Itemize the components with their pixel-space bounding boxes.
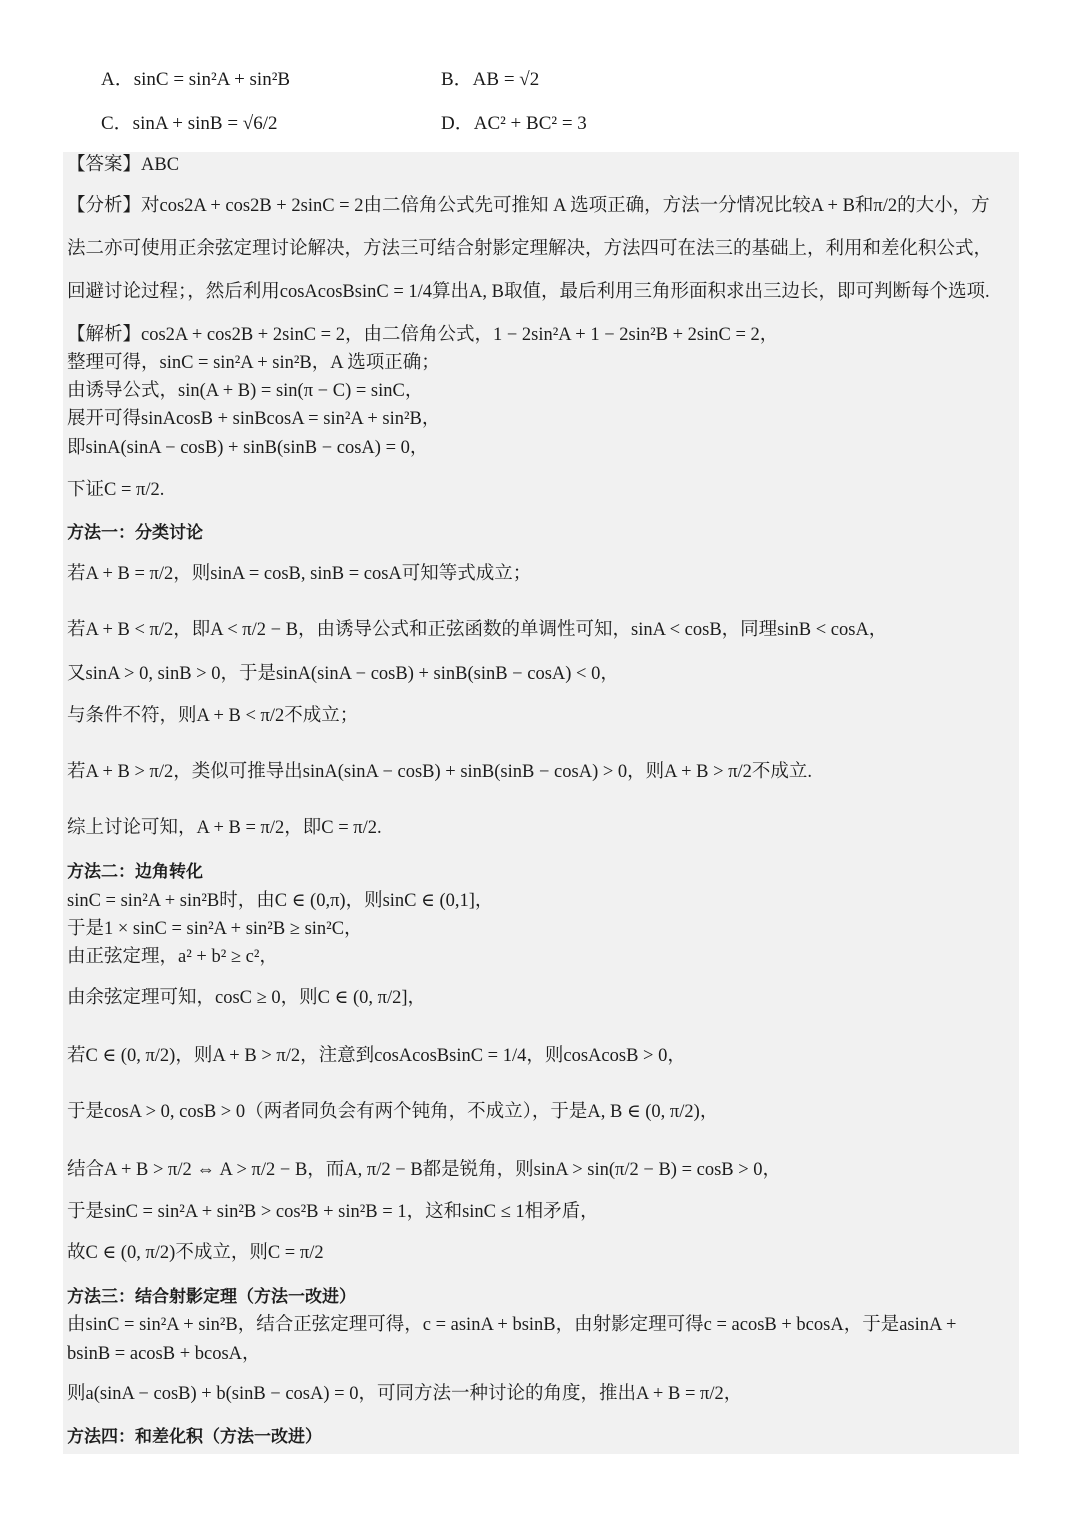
method2-line: 故C ∈ (0, π/2)不成立，则C = π/2 bbox=[67, 1243, 324, 1263]
explanation-line: 即sinA(sinA − cosB) + sinB(sinB − cosA) = 0， bbox=[67, 438, 429, 458]
option-b: B．AB = √2 bbox=[441, 69, 540, 90]
explanation-line: 下证C = π/2. bbox=[67, 480, 165, 500]
method2-line: 由余弦定理可知，cosC ≥ 0，则C ∈ (0, π/2]， bbox=[67, 988, 426, 1008]
analysis-line: 法二亦可使用正余弦定理讨论解决，方法三可结合射影定理解决，方法四可在法三的基础上，利用和差化积公式， bbox=[67, 239, 993, 259]
method3-line: bsinB = acosB + bcosA， bbox=[67, 1344, 261, 1364]
method3-line: 则a(sinA − cosB) + b(sinB − cosA) = 0，可同方法一种讨论的角度，推出A + B = π/2， bbox=[67, 1384, 743, 1404]
answer-line: 【答案】ABC bbox=[67, 155, 180, 175]
answer-options bbox=[0, 0, 1080, 150]
option-a: A．sinC = sin²A + sin²B bbox=[101, 69, 291, 90]
solution-panel bbox=[63, 152, 1019, 1454]
analysis-line: 【分析】对cos2A + cos2B + 2sinC = 2由二倍角公式先可推知 A 选项正确，方法一分情况比较A + B和π/2的大小，方 bbox=[67, 196, 990, 216]
method2-line: 结合A + B > π/2 ⇔ A > π/2 − B，而A, π/2 − B都是锐角，则sinA > sin(π/2 − B) = cosB > 0， bbox=[67, 1160, 782, 1180]
method1-line: 与条件不符，则A + B < π/2不成立； bbox=[67, 706, 359, 726]
method1-line: 综上讨论可知，A + B = π/2，即C = π/2. bbox=[67, 818, 382, 838]
method2-line: 于是cosA > 0, cosB > 0（两者同负会有两个钝角，不成立），于是A, B ∈ (0, π/2)， bbox=[67, 1102, 719, 1122]
explanation-line: 由诱导公式，sin(A + B) = sin(π − C) = sinC， bbox=[67, 381, 424, 401]
method2-line: 若C ∈ (0, π/2)，则A + B > π/2，注意到cosAcosBsinC = 1/4，则cosAcosB > 0， bbox=[67, 1046, 686, 1066]
analysis-line: 回避讨论过程；，然后利用cosAcosBsinC = 1/4算出A, B取值，最后利用三角形面积求出三边长，即可判断每个选项. bbox=[67, 282, 990, 302]
method3-heading: 方法三：结合射影定理（方法一改进） bbox=[67, 1287, 356, 1307]
method2-line: 于是sinC = sin²A + sin²B > cos²B + sin²B = 1，这和sinC ≤ 1相矛盾， bbox=[67, 1202, 599, 1222]
explanation-line: 整理可得，sinC = sin²A + sin²B，A 选项正确； bbox=[67, 353, 440, 373]
method1-line: 若A + B > π/2，类似可推导出sinA(sinA − cosB) + sinB(sinB − cosA) > 0，则A + B > π/2不成立. bbox=[67, 762, 813, 782]
method2-line: 由正弦定理，a² + b² ≥ c²， bbox=[67, 947, 278, 967]
method1-heading: 方法一：分类讨论 bbox=[67, 523, 203, 543]
explanation-line: 展开可得sinAcosB + sinBcosA = sin²A + sin²B， bbox=[67, 409, 441, 429]
method4-heading: 方法四：和差化积（方法一改进） bbox=[67, 1427, 322, 1447]
method1-line: 又sinA > 0, sinB > 0，于是sinA(sinA − cosB) + sinB(sinB − cosA) < 0， bbox=[67, 664, 619, 684]
method1-line: 若A + B < π/2，即A < π/2 − B，由诱导公式和正弦函数的单调性可知，sinA < cosB，同理sinB < cosA， bbox=[67, 620, 888, 640]
option-c: C．sinA + sinB = √6/2 bbox=[101, 113, 278, 134]
method2-heading: 方法二：边角转化 bbox=[67, 862, 203, 882]
method3-line: 由sinC = sin²A + sin²B，结合正弦定理可得，c = asinA + bsinB，由射影定理可得c = acosB + bcosA，于是asinA + bbox=[67, 1315, 957, 1335]
method2-line: 于是1 × sinC = sin²A + sin²B ≥ sin²C， bbox=[67, 919, 363, 939]
option-d: D．AC² + BC² = 3 bbox=[441, 113, 587, 134]
method2-line: sinC = sin²A + sin²B时，由C ∈ (0,π)，则sinC ∈ (0,1]， bbox=[67, 891, 494, 911]
explanation-line: 【解析】cos2A + cos2B + 2sinC = 2，由二倍角公式，1 − 2sin²A + 1 − 2sin²B + 2sinC = 2， bbox=[67, 325, 779, 345]
method1-line: 若A + B = π/2，则sinA = cosB, sinB = cosA可知等式成立； bbox=[67, 564, 532, 584]
